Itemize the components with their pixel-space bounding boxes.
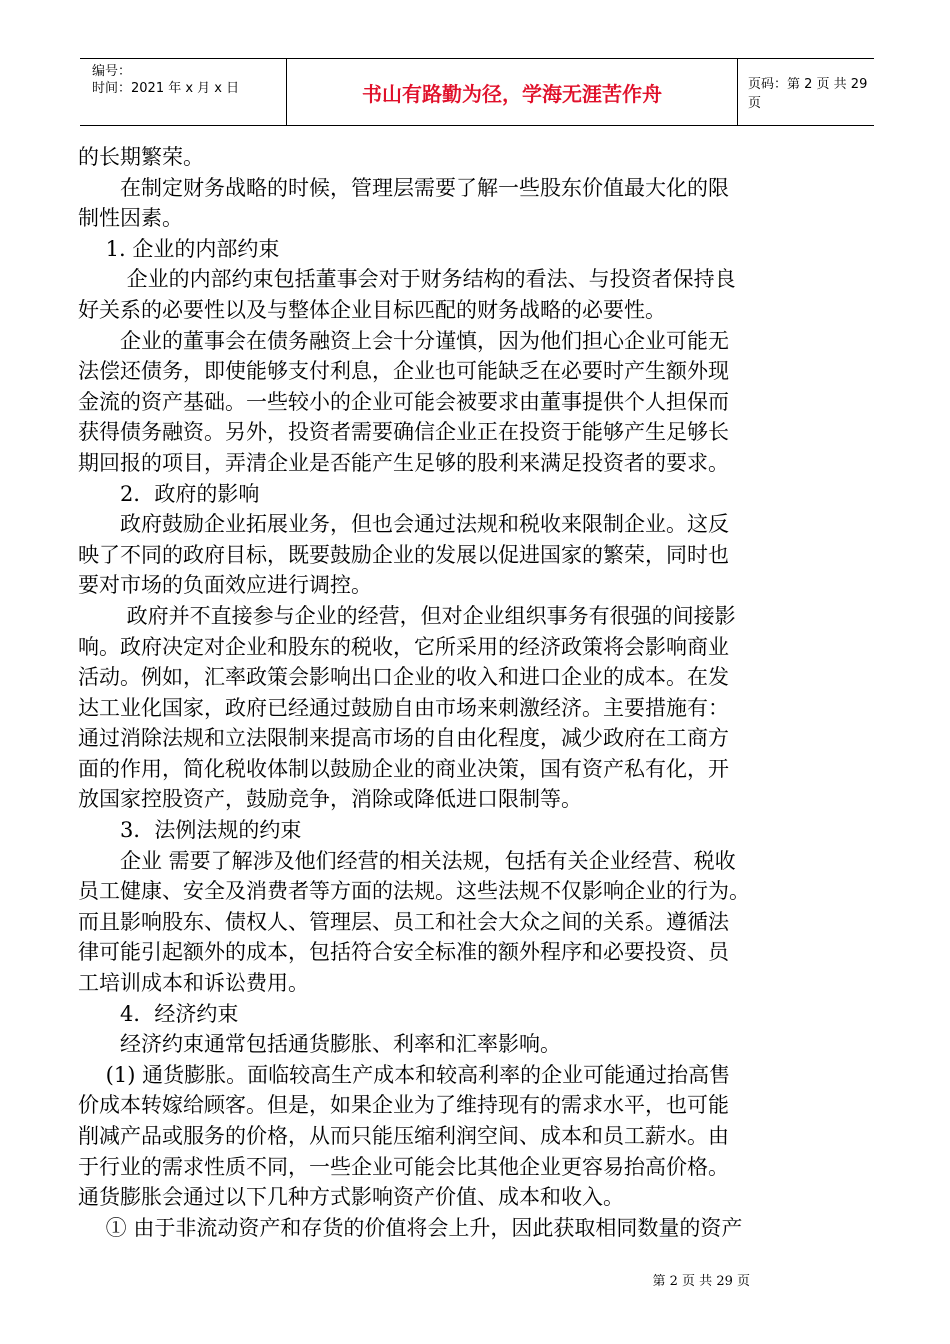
- body-line: 好关系的必要性以及与整体企业目标匹配的财务战略的必要性。: [78, 297, 666, 322]
- body-line: 企业的董事会在债务融资上会十分谨慎，因为他们担心企业可能无: [78, 328, 729, 353]
- header-time-label: 时间：2021 年 x 月 x 日: [92, 81, 240, 96]
- body-line: 律可能引起额外的成本，包括符合安全标准的额外程序和必要投资、员: [78, 940, 729, 965]
- body-line: 2．政府的影响: [78, 481, 260, 506]
- body-line: 达工业化国家，政府已经通过鼓励自由市场来刺激经济。主要措施有：: [78, 695, 729, 720]
- body-line: 企业的内部约束包括董事会对于财务结构的看法、与投资者保持良: [78, 267, 736, 292]
- header-number-label: 编号：: [92, 64, 132, 79]
- body-line: 映了不同的政府目标，既要鼓励企业的发展以促进国家的繁荣，同时也: [78, 542, 729, 567]
- body-line: 员工健康、安全及消费者等方面的法规。这些法规不仅影响企业的行为。: [78, 879, 750, 904]
- body-line: 的长期繁荣。: [78, 145, 204, 169]
- footer-page-number: 第 2 页 共 29 页: [652, 1274, 750, 1289]
- body-line: 在制定财务战略的时候，管理层需要了解一些股东价值最大化的限: [78, 175, 729, 200]
- body-line: 面的作用，简化税收体制以鼓励企业的商业决策，国有资产私有化，开: [78, 756, 729, 781]
- body-line: 制性因素。: [78, 206, 183, 231]
- body-line: 通货膨胀会通过以下几种方式影响资产价值、成本和收入。: [78, 1185, 624, 1210]
- page-header: [80, 58, 874, 126]
- body-line: 1. 企业的内部约束: [78, 236, 280, 261]
- body-line: 放国家控股资产，鼓励竞争，消除或降低进口限制等。: [78, 787, 582, 812]
- body-line: 企业 需要了解涉及他们经营的相关法规，包括有关企业经营、税收: [78, 848, 736, 873]
- header-meta: [80, 59, 286, 125]
- body-line: 通过消除法规和立法限制来提高市场的自由化程度，减少政府在工商方: [78, 726, 729, 751]
- body-line: 政府鼓励企业拓展业务，但也会通过法规和税收来限制企业。这反: [78, 512, 729, 537]
- body-line: 要对市场的负面效应进行调控。: [78, 573, 372, 598]
- body-line: 价成本转嫁给顾客。但是，如果企业为了维持现有的需求水平，也可能: [78, 1093, 729, 1118]
- body-line: ① 由于非流动资产和存货的价值将会上升，因此获取相同数量的资产: [78, 1215, 743, 1240]
- body-line: 法偿还债务，即使能够支付利息，企业也可能缺乏在必要时产生额外现: [78, 359, 729, 384]
- body-line: 4．经济约束: [78, 1001, 239, 1026]
- body-line: 工培训成本和诉讼费用。: [78, 971, 309, 996]
- body-line: 削减产品或服务的价格，从而只能压缩利润空间、成本和员工薪水。由: [78, 1124, 729, 1148]
- body-line: 响。政府决定对企业和股东的税收，它所采用的经济政策将会影响商业: [78, 634, 729, 659]
- body-line: 经济约束通常包括通货膨胀、利率和汇率影响。: [78, 1032, 561, 1057]
- document-body: [78, 142, 890, 1243]
- body-line: 活动。例如，汇率政策会影响出口企业的收入和进口企业的成本。在发: [78, 665, 729, 690]
- body-line: 金流的资产基础。一些较小的企业可能会被要求由董事提供个人担保而: [78, 389, 729, 414]
- header-page-label: 页码：第 2 页 共 29 页: [748, 77, 868, 111]
- body-line: 而且影响股东、债权人、管理层、员工和社会大众之间的关系。遵循法: [78, 909, 729, 934]
- body-line: (1) 通货膨胀。面临较高生产成本和较高利率的企业可能通过抬高售: [78, 1062, 731, 1087]
- body-line: 3．法例法规的约束: [78, 818, 302, 843]
- body-line: 政府并不直接参与企业的经营，但对企业组织事务有很强的间接影: [78, 603, 736, 628]
- header-motto: 书山有路勤为径，学海无涯苦作舟: [286, 59, 738, 125]
- body-line: 于行业的需求性质不同，一些企业可能会比其他企业更容易抬高价格。: [78, 1154, 729, 1179]
- body-line: 期回报的项目，弄清企业是否能产生足够的股利来满足投资者的要求。: [78, 450, 729, 475]
- body-line: 获得债务融资。另外，投资者需要确信企业正在投资于能够产生足够长: [78, 420, 729, 445]
